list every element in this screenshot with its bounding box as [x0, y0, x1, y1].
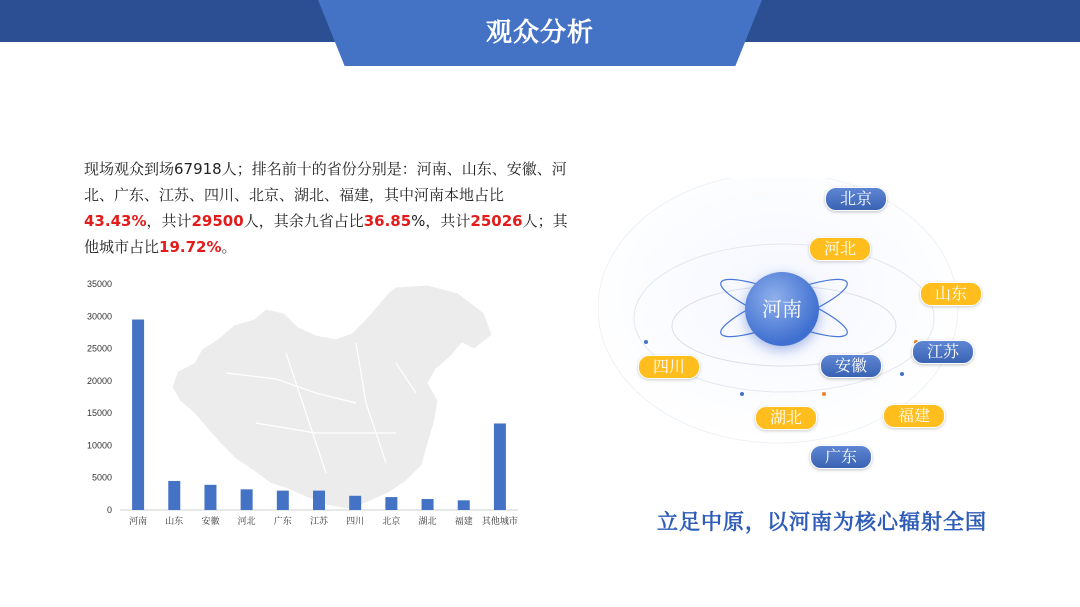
tag-sichuan: 四川	[638, 355, 700, 379]
y-tick-label: 5000	[91, 472, 112, 483]
x-tick-label: 四川	[346, 517, 365, 527]
orbit-dot	[822, 392, 826, 396]
radial-orbit-diagram	[598, 178, 1068, 478]
summary-nine-count: 25026	[470, 212, 523, 230]
bar-福建	[458, 500, 470, 510]
visitor-bar-chart	[72, 268, 532, 538]
slogan-text: 立足中原，以河南为核心辐射全国	[657, 509, 987, 534]
summary-text-3: 人，其余九省占比	[243, 212, 364, 230]
y-tick-label: 10000	[86, 440, 112, 451]
summary-text-2: ，共计	[146, 212, 192, 230]
summary-henan-share: 43.43%	[84, 212, 147, 230]
x-tick-label: 山东	[165, 517, 184, 527]
x-tick-label: 其他城市	[481, 517, 518, 527]
x-tick-label: 江苏	[309, 517, 329, 527]
tag-beijing: 北京	[825, 187, 887, 211]
bar-湖北	[422, 499, 434, 510]
y-tick-label: 20000	[86, 375, 112, 386]
summary-text-6: 。	[221, 238, 237, 256]
x-tick-label: 北京	[382, 517, 401, 527]
tag-anhui: 安徽	[820, 354, 882, 378]
y-tick-label: 30000	[86, 311, 112, 322]
x-tick-label: 福建	[454, 517, 473, 527]
summary-text-4: %，共计	[411, 212, 471, 230]
y-tick-label: 0	[106, 505, 112, 515]
summary-paragraph	[84, 156, 570, 260]
tag-hebei: 河北	[809, 237, 871, 261]
page-title: 观众分析	[485, 18, 594, 48]
orbit-dot	[900, 372, 904, 376]
x-tick-label: 河南	[129, 517, 148, 527]
y-tick-label: 25000	[86, 343, 112, 354]
tag-guangdong: 广东	[810, 445, 872, 469]
summary-text-5: 人；其他城市占比	[84, 212, 568, 256]
summary-text-1: 现场观众到场67918人；排名前十的省份分别是：河南、山东、安徽、河北、广东、江苏、四川、北京、湖北、福建，其中河南本地占比	[84, 160, 567, 204]
bar-山东	[168, 481, 180, 510]
summary-nine-share: 36.85	[363, 212, 412, 230]
bar-河北	[241, 489, 253, 510]
tag-jiangsu: 江苏	[912, 340, 974, 364]
x-tick-label: 河北	[237, 517, 256, 527]
bar-北京	[385, 497, 397, 510]
summary-henan-count: 29500	[191, 212, 244, 230]
x-tick-label: 广东	[273, 517, 292, 527]
bar-河南	[132, 320, 144, 510]
bar-四川	[349, 496, 361, 510]
x-tick-label: 安徽	[201, 517, 220, 527]
bar-安徽	[204, 485, 216, 510]
tag-hubei: 湖北	[755, 406, 817, 430]
y-tick-label: 35000	[86, 279, 112, 289]
y-tick-label: 15000	[86, 408, 112, 419]
bar-江苏	[313, 491, 325, 510]
tag-shandong: 山东	[920, 282, 982, 306]
orbit-dot	[644, 340, 648, 344]
tag-fujian: 福建	[883, 404, 945, 428]
center-province-henan: 河南	[745, 272, 819, 346]
bar-广东	[277, 491, 289, 510]
orbit-dot	[740, 392, 744, 396]
x-tick-label: 湖北	[418, 517, 437, 527]
bar-其他城市	[494, 423, 506, 510]
summary-other-share: 19.72%	[159, 238, 222, 256]
